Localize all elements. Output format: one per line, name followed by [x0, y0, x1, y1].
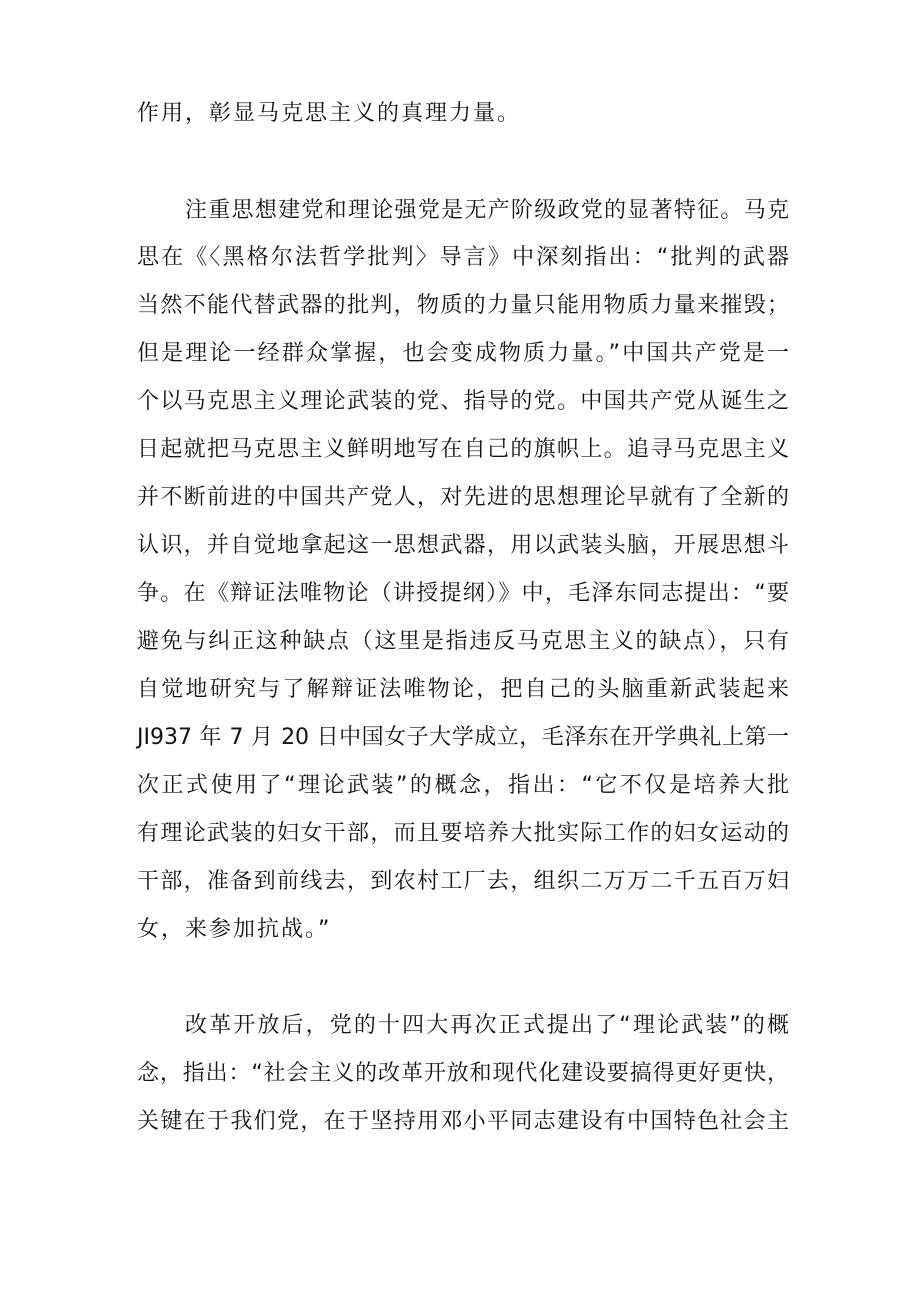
paragraph-2-line-9: 争。在《辩证法唯物论（讲授提纲）》中，毛泽东同志提出：“要	[137, 581, 789, 606]
paragraph-3-line-1: 改革开放后，党的十四大再次正式提出了“理论武装”的概	[185, 1013, 789, 1038]
paragraph-2-line-1: 注重思想建党和理论强党是无产阶级政党的显著特征。马克	[185, 198, 789, 223]
paragraph-2-line-15: 干部，准备到前线去，到农村工厂去，组织二万万二千五百万妇	[137, 869, 789, 894]
paragraph-2-line-7: 并不断前进的中国共产党人，对先进的思想理论早就有了全新的	[137, 485, 789, 510]
paragraph-2-line-16: 女，来参加抗战。”	[137, 917, 332, 942]
paragraph-2-line-4: 但是理论一经群众掌握，也会变成物质力量。”中国共产党是一	[137, 341, 789, 366]
paragraph-2-line-8: 认识，并自觉地拿起这一思想武器，用以武装头脑，开展思想斗	[137, 533, 789, 558]
paragraph-3-line-2: 念，指出：“社会主义的改革开放和现代化建设要搞得更好更快，	[137, 1061, 789, 1086]
paragraph-2-line-13: 次正式使用了“理论武装”的概念，指出：“它不仅是培养大批	[137, 773, 789, 798]
paragraph-2-line-10: 避免与纠正这种缺点（这里是指违反马克思主义的缺点），只有	[137, 629, 789, 654]
paragraph-2-line-12: JI937 年 7 月 20 日中国女子大学成立，毛泽东在开学典礼上第一	[137, 725, 789, 750]
paragraph-1-line-1: 作用，彰显马克思主义的真理力量。	[137, 101, 522, 126]
paragraph-2-line-11: 自觉地研究与了解辩证法唯物论，把自己的头脑重新武装起来	[137, 677, 789, 702]
paragraph-2-line-3: 当然不能代替武器的批判，物质的力量只能用物质力量来摧毁；	[137, 293, 789, 318]
paragraph-2-line-14: 有理论武装的妇女干部，而且要培养大批实际工作的妇女运动的	[137, 821, 789, 846]
paragraph-2-line-5: 个以马克思主义理论武装的党、指导的党。中国共产党从诞生之	[137, 389, 789, 414]
paragraph-2-line-6: 日起就把马克思主义鲜明地写在自己的旗帜上。追寻马克思主义	[137, 437, 789, 462]
paragraph-2-line-2: 思在《〈黑格尔法哲学批判〉导言》中深刻指出：“批判的武器	[137, 245, 789, 270]
paragraph-3-line-3: 关键在于我们党，在于坚持用邓小平同志建设有中国特色社会主	[137, 1109, 789, 1134]
